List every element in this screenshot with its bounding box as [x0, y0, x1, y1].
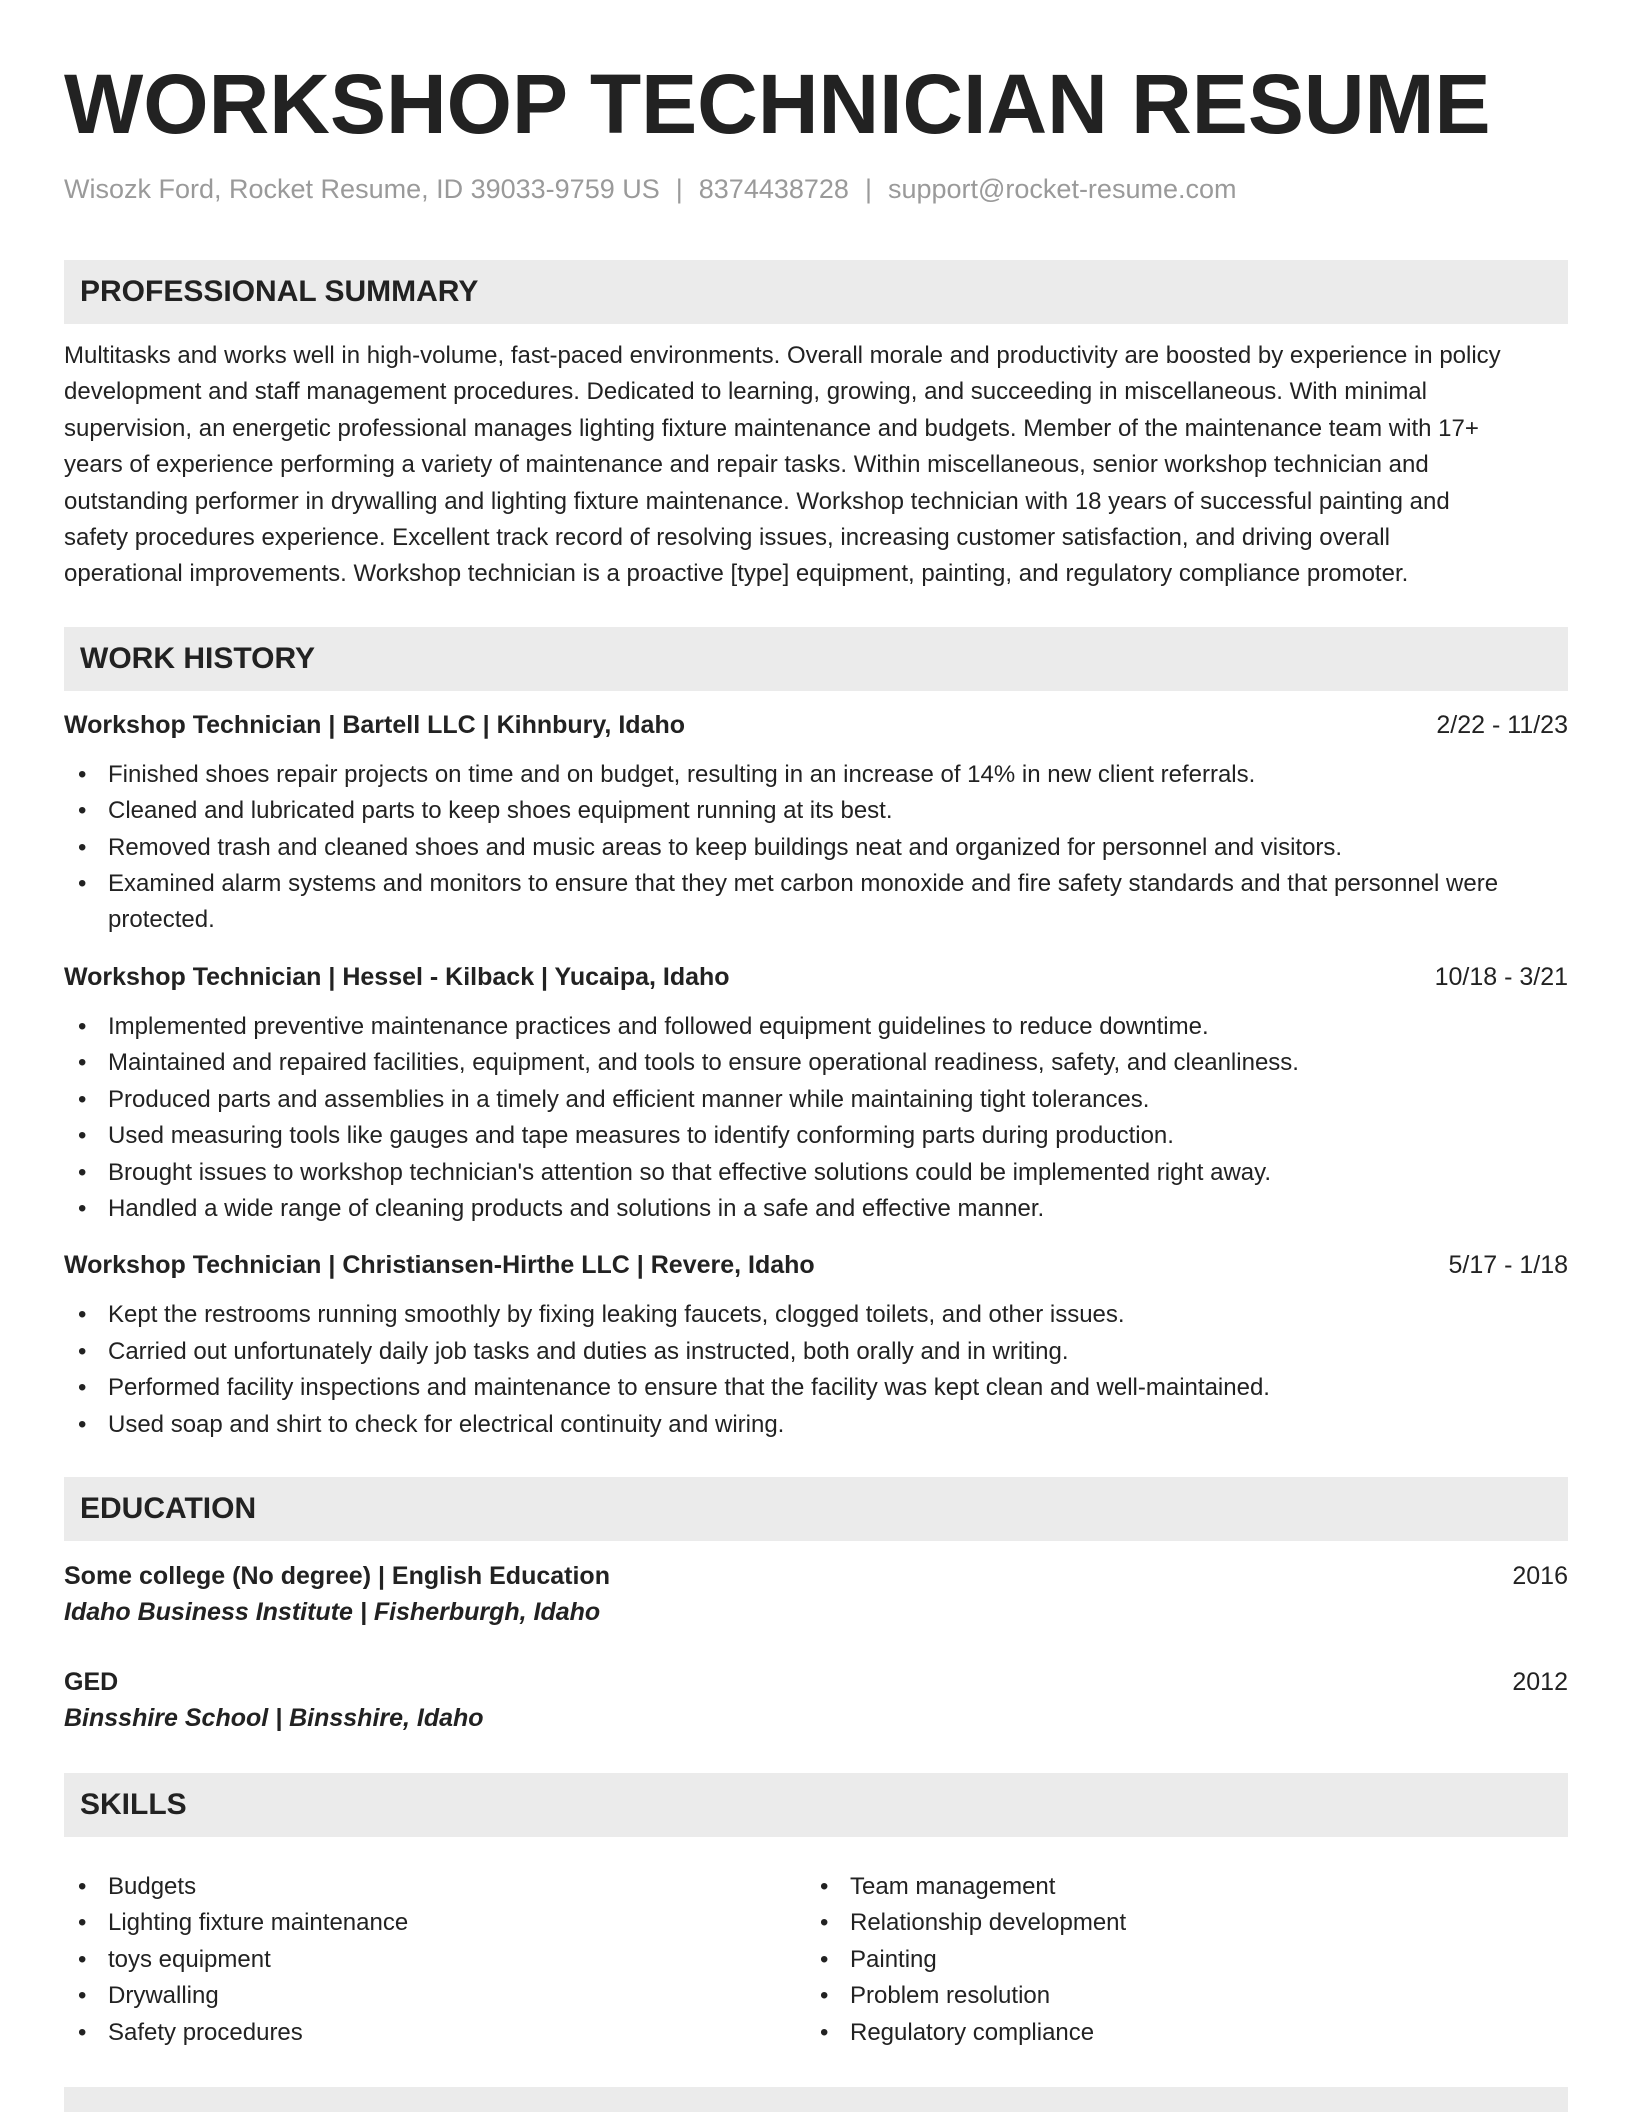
- page-title: WORKSHOP TECHNICIAN RESUME: [64, 57, 1491, 151]
- contact-separator: |: [864, 174, 872, 204]
- summary-line: safety procedures experience. Excellent track record of resolving issues, increasing customer satisfaction, and driving overall: [64, 524, 1390, 552]
- job-bullet-list: [64, 757, 1568, 939]
- job-bullet: • Brought issues to workshop technician's attention so that effective solutions could be implemented right away.: [64, 1155, 1568, 1191]
- contact-email: support@rocket-resume.com: [887, 174, 1237, 204]
- section-heading-next: [64, 2087, 1568, 2112]
- section-heading-work-history: WORK HISTORY: [64, 627, 1568, 691]
- job-title: Workshop Technician | Bartell LLC | Kihnbury, Idaho: [64, 710, 685, 739]
- skill-item: • Painting: [806, 1942, 1548, 1978]
- education-school: Idaho Business Institute | Fisherburgh, Idaho: [64, 1597, 601, 1626]
- job-bullet: • Used soap and shirt to check for electrical continuity and wiring.: [64, 1407, 1568, 1443]
- contact-phone: 8374438728: [698, 174, 849, 204]
- job-header: [64, 1249, 1568, 1281]
- job-bullet-list: [64, 1009, 1568, 1227]
- summary-line: development and staff management procedures. Dedicated to learning, growing, and succeeding in miscellaneous. With minimal: [64, 378, 1427, 406]
- job-bullet: • Kept the restrooms running smoothly by fixing leaking faucets, clogged toilets, and other issues.: [64, 1297, 1568, 1333]
- skills-column-right: [806, 1869, 1548, 2051]
- skill-item: • toys equipment: [64, 1942, 806, 1978]
- job-bullet: • Handled a wide range of cleaning products and solutions in a safe and effective manner.: [64, 1191, 1568, 1227]
- skill-item: • Drywalling: [64, 1978, 806, 2014]
- job-bullet: • Examined alarm systems and monitors to ensure that they met carbon monoxide and fire safety standards and that personnel were protected.: [64, 866, 1568, 939]
- education-school: Binsshire School | Binsshire, Idaho: [64, 1703, 484, 1732]
- education-year: 2016: [1512, 1561, 1568, 1590]
- summary-paragraph: [64, 338, 1568, 593]
- job-dates: 10/18 - 3/21: [1434, 962, 1568, 991]
- contact-address: Wisozk Ford, Rocket Resume, ID 39033-9759 US: [64, 174, 660, 204]
- education-degree: Some college (No degree) | English Education: [64, 1561, 610, 1590]
- job-bullet: • Used measuring tools like gauges and tape measures to identify conforming parts during production.: [64, 1118, 1568, 1154]
- section-heading-skills: SKILLS: [64, 1773, 1568, 1837]
- job-header: [64, 961, 1568, 993]
- skill-item: • Problem resolution: [806, 1978, 1548, 2014]
- job-bullet: • Maintained and repaired facilities, equipment, and tools to ensure operational readiness, safety, and cleanliness.: [64, 1045, 1568, 1081]
- education-year: 2012: [1512, 1667, 1568, 1696]
- education-degree: GED: [64, 1667, 119, 1696]
- skill-item: • Relationship development: [806, 1905, 1548, 1941]
- section-heading-education: EDUCATION: [64, 1477, 1568, 1541]
- job-dates: 5/17 - 1/18: [1448, 1251, 1568, 1280]
- job-header: [64, 709, 1568, 741]
- skill-item: • Safety procedures: [64, 2015, 806, 2051]
- skill-item: • Regulatory compliance: [806, 2015, 1548, 2051]
- education-header: [64, 1559, 1568, 1593]
- job-dates: 2/22 - 11/23: [1436, 710, 1568, 739]
- skills-grid: [64, 1853, 1568, 2051]
- job-bullet: • Carried out unfortunately daily job tasks and duties as instructed, both orally and in writing.: [64, 1334, 1568, 1370]
- skill-item: • Team management: [806, 1869, 1548, 1905]
- job-bullet: • Cleaned and lubricated parts to keep shoes equipment running at its best.: [64, 793, 1568, 829]
- contact-separator: |: [675, 174, 683, 204]
- contact-line: [64, 172, 1568, 206]
- summary-line: outstanding performer in drywalling and lighting fixture maintenance. Workshop technician with 18 years of successful painting and: [64, 487, 1450, 515]
- skill-item: • Budgets: [64, 1869, 806, 1905]
- job-bullet: • Implemented preventive maintenance practices and followed equipment guidelines to reduce downtime.: [64, 1009, 1568, 1045]
- section-heading-summary: PROFESSIONAL SUMMARY: [64, 260, 1568, 324]
- job-title: Workshop Technician | Hessel - Kilback | Yucaipa, Idaho: [64, 962, 730, 991]
- job-bullet: • Removed trash and cleaned shoes and music areas to keep buildings neat and organized for personnel and visitors.: [64, 830, 1568, 866]
- job-bullet-list: [64, 1297, 1568, 1443]
- summary-line: operational improvements. Workshop technician is a proactive [type] equipment, painting, and regulatory compliance promoter.: [64, 560, 1409, 588]
- job-bullet: • Finished shoes repair projects on time and on budget, resulting in an increase of 14% in new client referrals.: [64, 757, 1568, 793]
- education-header: [64, 1665, 1568, 1699]
- job-title: Workshop Technician | Christiansen-Hirthe LLC | Revere, Idaho: [64, 1251, 815, 1280]
- summary-line: Multitasks and works well in high-volume, fast-paced environments. Overall morale and productivity are boosted by experience in policy: [64, 342, 1501, 369]
- resume-page: [64, 0, 1568, 2112]
- summary-line: years of experience performing a variety of maintenance and repair tasks. Within miscellaneous, senior workshop technician and: [64, 451, 1429, 479]
- skills-column-left: [64, 1869, 806, 2051]
- summary-line: supervision, an energetic professional manages lighting fixture maintenance and budgets. Member of the maintenance team with 17+: [64, 414, 1479, 442]
- job-bullet: • Produced parts and assemblies in a timely and efficient manner while maintaining tight tolerances.: [64, 1082, 1568, 1118]
- job-bullet: • Performed facility inspections and maintenance to ensure that the facility was kept clean and well-maintained.: [64, 1370, 1568, 1406]
- skill-item: • Lighting fixture maintenance: [64, 1905, 806, 1941]
